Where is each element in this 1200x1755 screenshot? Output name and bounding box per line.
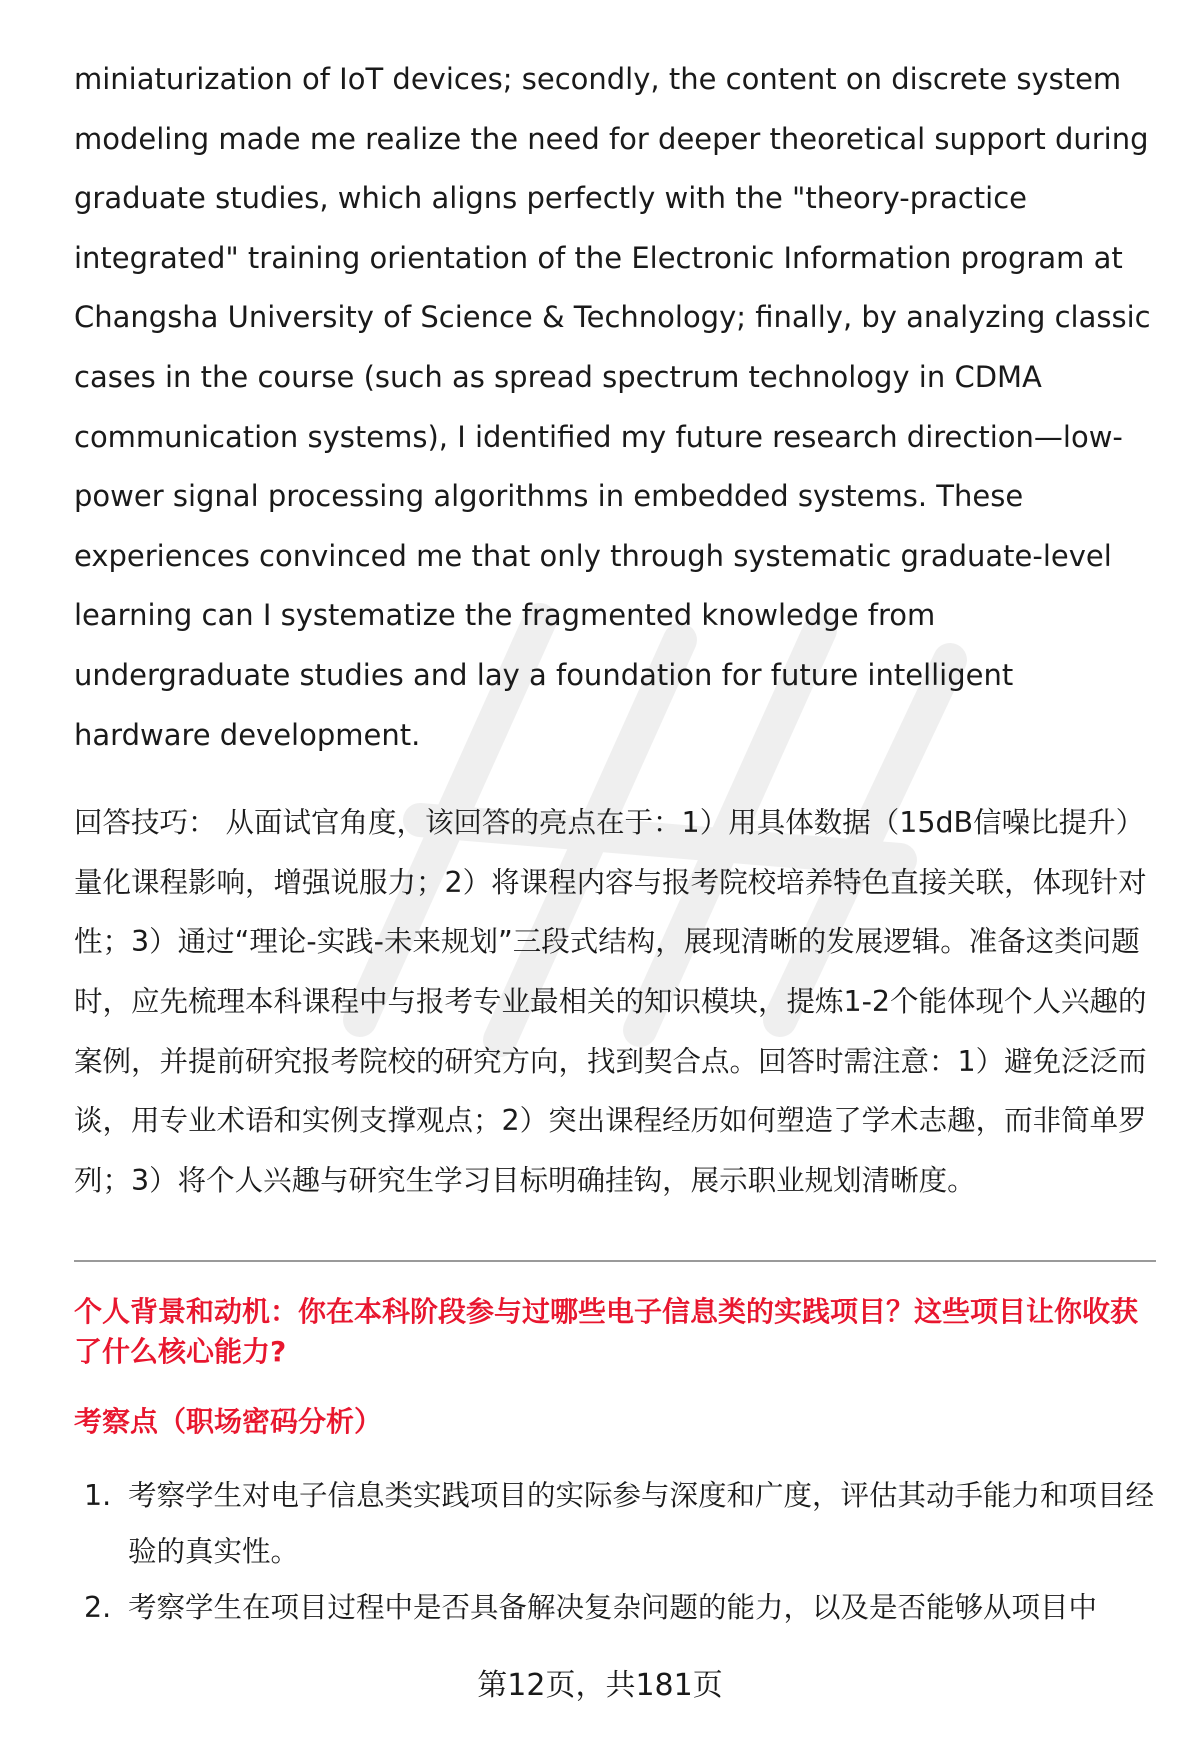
assessment-subheading: 考察点（职场密码分析） — [74, 1405, 383, 1439]
main-content — [74, 50, 1154, 1636]
assessment-list — [74, 1468, 1154, 1636]
list-item — [74, 1468, 1154, 1580]
list-item-number: 2. — [84, 1591, 112, 1625]
list-item-text: 考察学生在项目过程中是否具备解决复杂问题的能力，以及是否能够从项目中 — [128, 1591, 1098, 1625]
english-answer-paragraph: miniaturization of IoT devices; secondly, the content on discrete system modeling made me realize the need for deeper theoretical support during graduate studies, which aligns perfectly with the "theory-practice integrated" training orientation of the Electronic Information program at Changsha University of Science & Technology; finally, by analyzing classic cases in the course (such as spread spectrum technology in CDMA communication systems), I identified my future research direction—low-power signal processing algorithms in embedded systems. These experiences convinced me that only through systematic graduate-level learning can I systematize the fragmented knowledge from undergraduate studies and lay a foundation for future intelligent hardware development. — [74, 62, 1151, 752]
page-number-footer: 第12页，共181页 — [477, 1668, 723, 1703]
list-item-number: 1. — [84, 1479, 112, 1513]
list-item — [74, 1580, 1154, 1636]
question-heading: 个人背景和动机：你在本科阶段参与过哪些电子信息类的实践项目？这些项目让你收获了什么核心能力? — [74, 1295, 1139, 1369]
list-item-text: 考察学生对电子信息类实践项目的实际参与深度和广度，评估其动手能力和项目经验的真实性。 — [128, 1479, 1155, 1569]
answer-tips-paragraph: 回答技巧： 从面试官角度，该回答的亮点在于：1）用具体数据（15dB信噪比提升）量化课程影响，增强说服力；2）将课程内容与报考院校培养特色直接关联，体现针对性；3）通过“理论-实践-未来规划”三段式结构，展现清晰的发展逻辑。准备这类问题时，应先梳理本科课程中与报考专业最相关的知识模块，提炼1-2个能体现个人兴趣的案例，并提前研究报考院校的研究方向，找到契合点。回答时需注意：1）避免泛泛而谈，用专业术语和实例支撑观点；2）突出课程经历如何塑造了学术志趣，而非简单罗列；3）将个人兴趣与研究生学习目标明确挂钩，展示职业规划清晰度。 — [74, 806, 1147, 1197]
section-divider — [74, 1260, 1156, 1262]
